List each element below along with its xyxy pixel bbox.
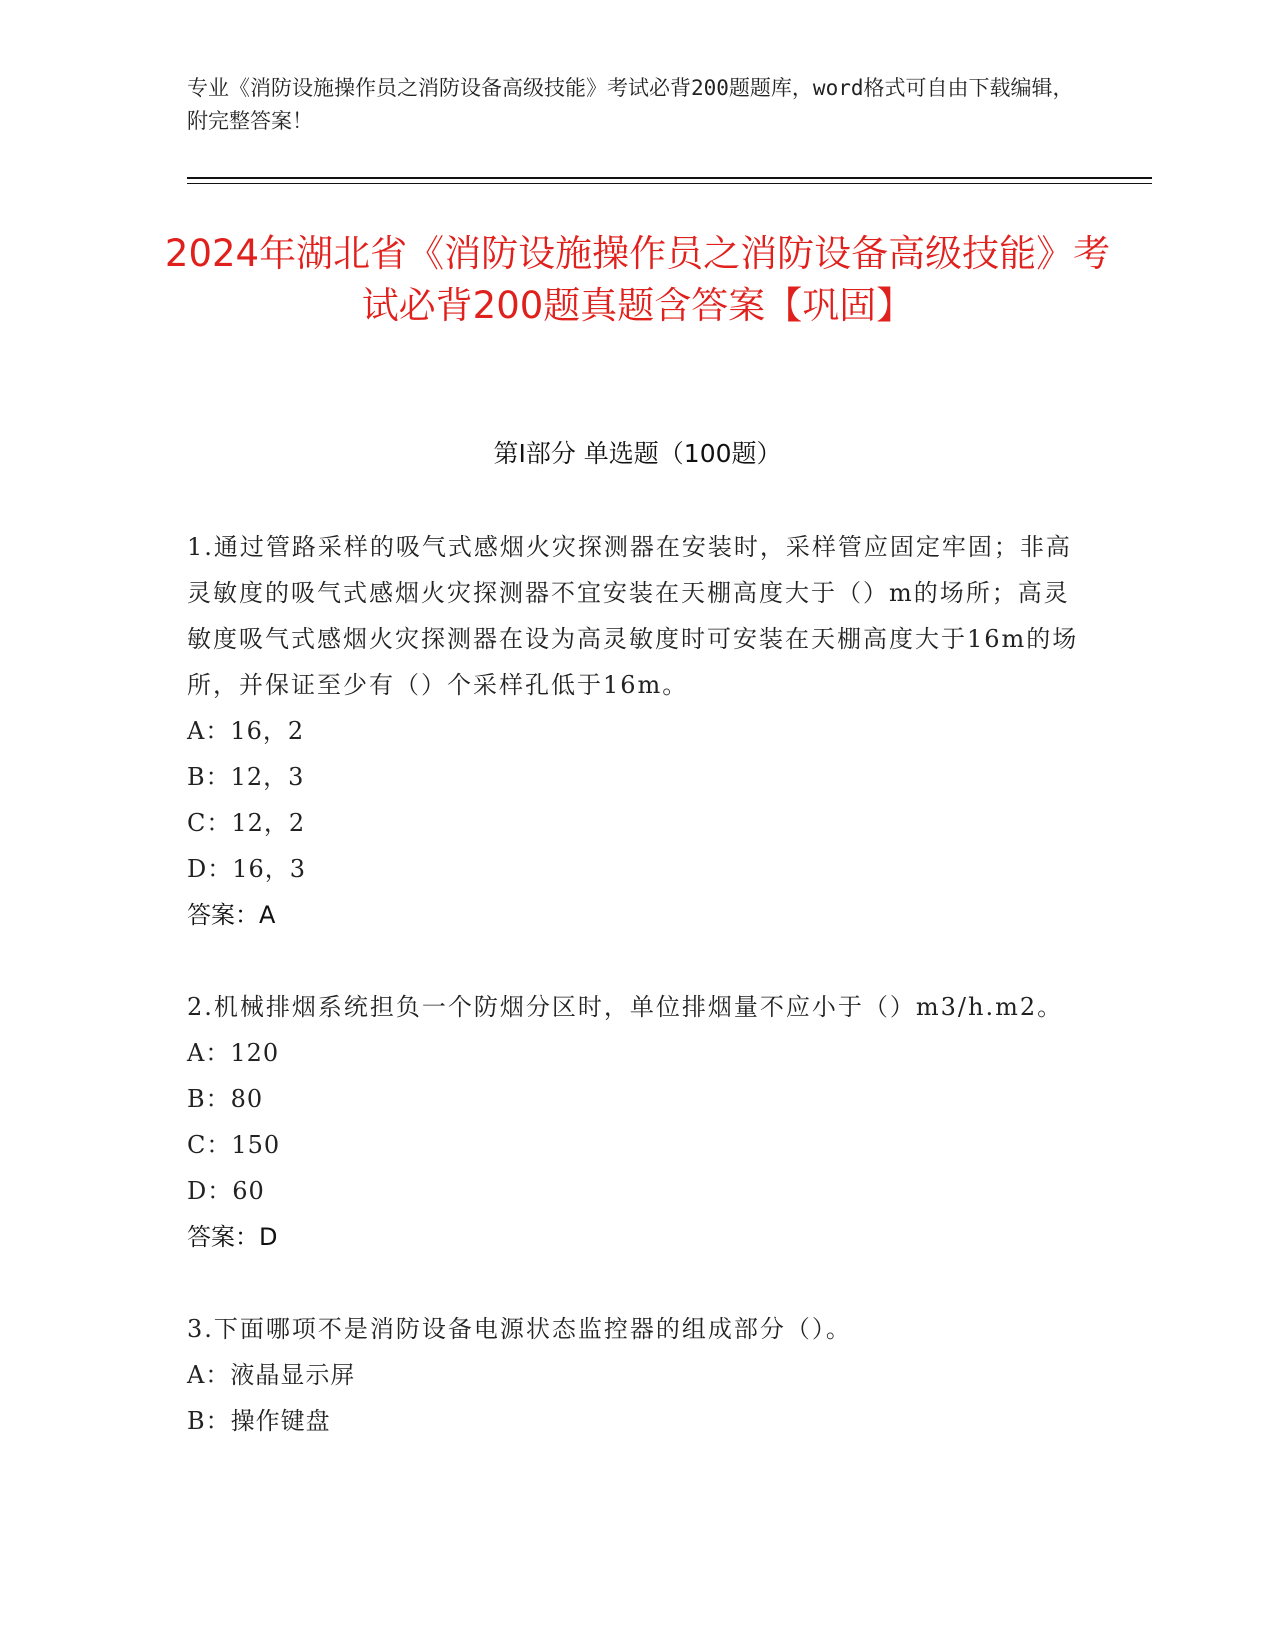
option-a: A：液晶显示屏 (187, 1361, 356, 1389)
answer: 答案：A (187, 901, 276, 929)
option-d: D：60 (187, 1177, 265, 1205)
option-a: A：120 (187, 1039, 280, 1067)
header-divider-thin (187, 183, 1152, 184)
question-list (187, 524, 1087, 1490)
option-a: A：16，2 (187, 717, 305, 745)
header-divider-thick (187, 177, 1152, 179)
option-b: B：12，3 (187, 763, 305, 791)
option-d: D：16，3 (187, 855, 307, 883)
option-c: C：150 (187, 1131, 281, 1159)
question-1 (187, 524, 1087, 938)
option-c: C：12，2 (187, 809, 306, 837)
question-2 (187, 984, 1087, 1260)
question-3 (187, 1306, 1087, 1444)
answer: 答案：D (187, 1223, 278, 1251)
question-text: 1.通过管路采样的吸气式感烟火灾探测器在安装时，采样管应固定牢固；非高灵敏度的吸气式感烟火灾探测器不宜安装在天棚高度大于（）m的场所；高灵敏度吸气式感烟火灾探测器在设为高灵敏度时可安装在天棚高度大于16m的场所，并保证至少有（）个采样孔低于16m。 (187, 533, 1079, 699)
section-heading: 第I部分 单选题（100题） (493, 439, 782, 468)
question-text: 3.下面哪项不是消防设备电源状态监控器的组成部分（）。 (187, 1315, 852, 1343)
document-title: 2024年湖北省《消防设施操作员之消防设备高级技能》考试必背200题真题含答案【巩固】 (164, 232, 1111, 327)
header-note: 专业《消防设施操作员之消防设备高级技能》考试必背200题题库，word格式可自由下载编辑，附完整答案！ (187, 76, 1074, 133)
option-b: B：80 (187, 1085, 264, 1113)
question-text: 2.机械排烟系统担负一个防烟分区时，单位排烟量不应小于（）m3/h.m2。 (187, 993, 1064, 1021)
option-b: B：操作键盘 (187, 1407, 331, 1435)
